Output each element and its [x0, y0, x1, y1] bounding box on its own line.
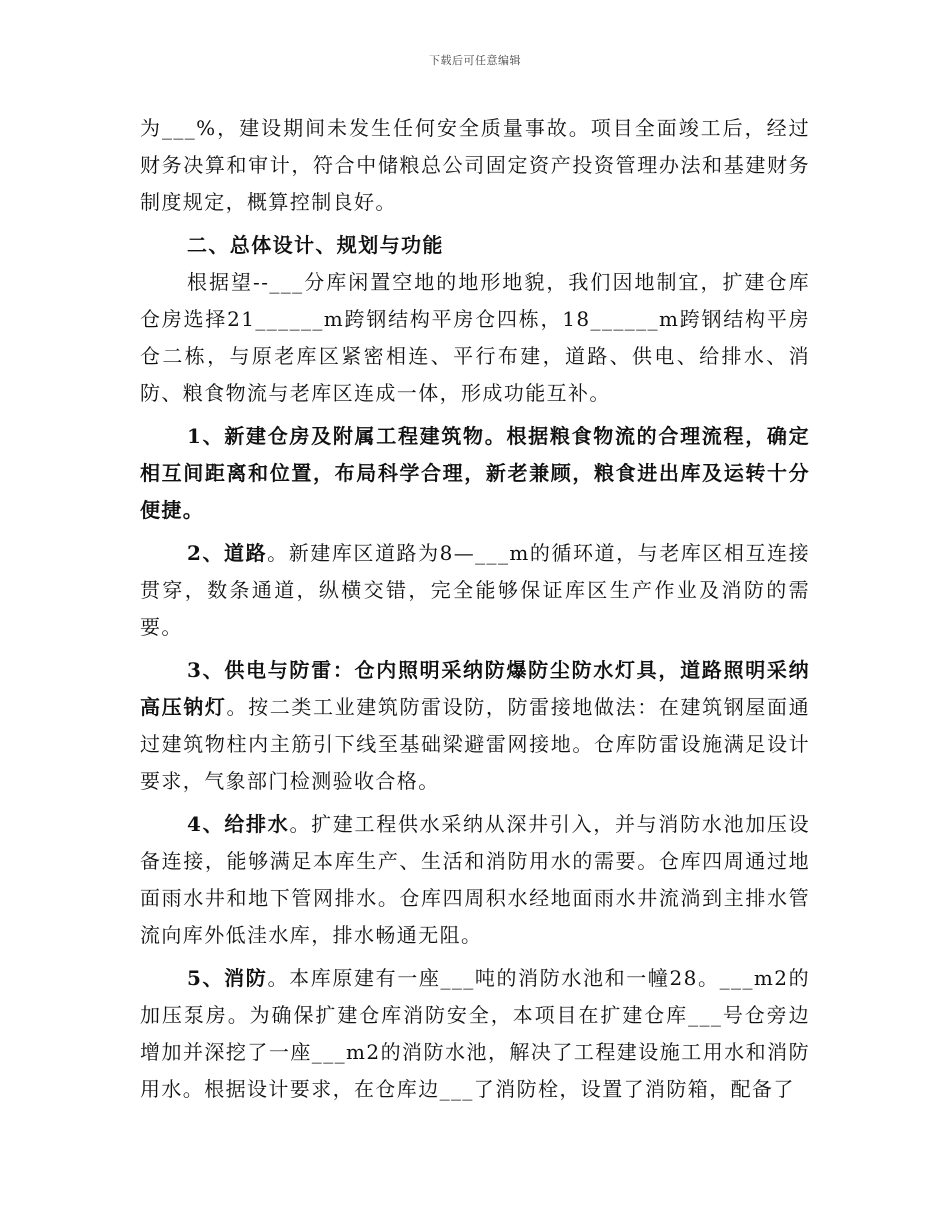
item-buildings-title: 1、新建仓房及附属工程建筑物。根据粮食物流的合理流程，确定相互间距离和位置，布局科学合理，新老兼顾，粮食进出库及运转十分便捷。	[140, 424, 810, 522]
item-fire-title: 5、消防	[187, 966, 268, 990]
item-power-text: 。按二类工业建筑防雷设防，防雷接地做法：在建筑钢屋面通过建筑物柱内主筋引下线至基础梁避雷网接地。仓库防雷设施满足设计要求，气象部门检测验收合格。	[140, 695, 810, 793]
item-water-title: 4、给排水	[187, 812, 290, 836]
item-water	[140, 806, 810, 954]
section-heading: 二、总体设计、规划与功能	[187, 233, 444, 257]
item-roads	[140, 535, 810, 646]
item-water-text: 。扩建工程供水采纳从深井引入，并与消防水池加压设备连接，能够满足本库生产、生活和消防用水的需要。仓库四周通过地面雨水井和地下管网排水。仓库四周积水经地面雨水井流淌到主排水管流向库外低洼水库，排水畅通无阻。	[140, 812, 810, 947]
item-power-title: 3、供电与防雷：仓内照明采纳防爆防尘防水灯具，道路照明采纳高压钠灯	[140, 658, 810, 719]
paragraph-continuation: 为___%，建设期间未发生任何安全质量事故。项目全面竣工后，经过财务决算和审计，符合中储粮总公司固定资产投资管理办法和基建财务制度规定，概算控制良好。	[140, 116, 810, 214]
item-roads-text: 。新建库区道路为8—___m的循环道，与老库区相互连接贯穿，数条通道，纵横交错，完全能够保证库区生产作业及消防的需要。	[140, 541, 810, 639]
document-body	[140, 110, 810, 1108]
item-fire-text: 。本库原建有一座___吨的消防水池和一幢28。___m2的加压泵房。为确保扩建仓库消防安全，本项目在扩建仓库___号仓旁边增加并深挖了一座___m2的消防水池，解决了工程建设施工用水和消防用水。根据设计要求，在仓库边___了消防栓，设置了消防箱，配备了	[140, 966, 810, 1101]
item-fire	[140, 960, 810, 1108]
item-buildings	[140, 418, 810, 529]
item-power	[140, 652, 810, 800]
paragraph-overview: 根据望--___分库闲置空地的地形地貌，我们因地制宜，扩建仓库仓房选择21______m跨钢结构平房仓四栋，18______m跨钢结构平房仓二栋，与原老库区紧密相连、平行布建，道路、供电、给排水、消防、粮食物流与老库区连成一体，形成功能互补。	[140, 270, 810, 405]
item-roads-title: 2、道路	[187, 541, 268, 565]
page-header: 下载后可任意编辑	[429, 54, 521, 67]
